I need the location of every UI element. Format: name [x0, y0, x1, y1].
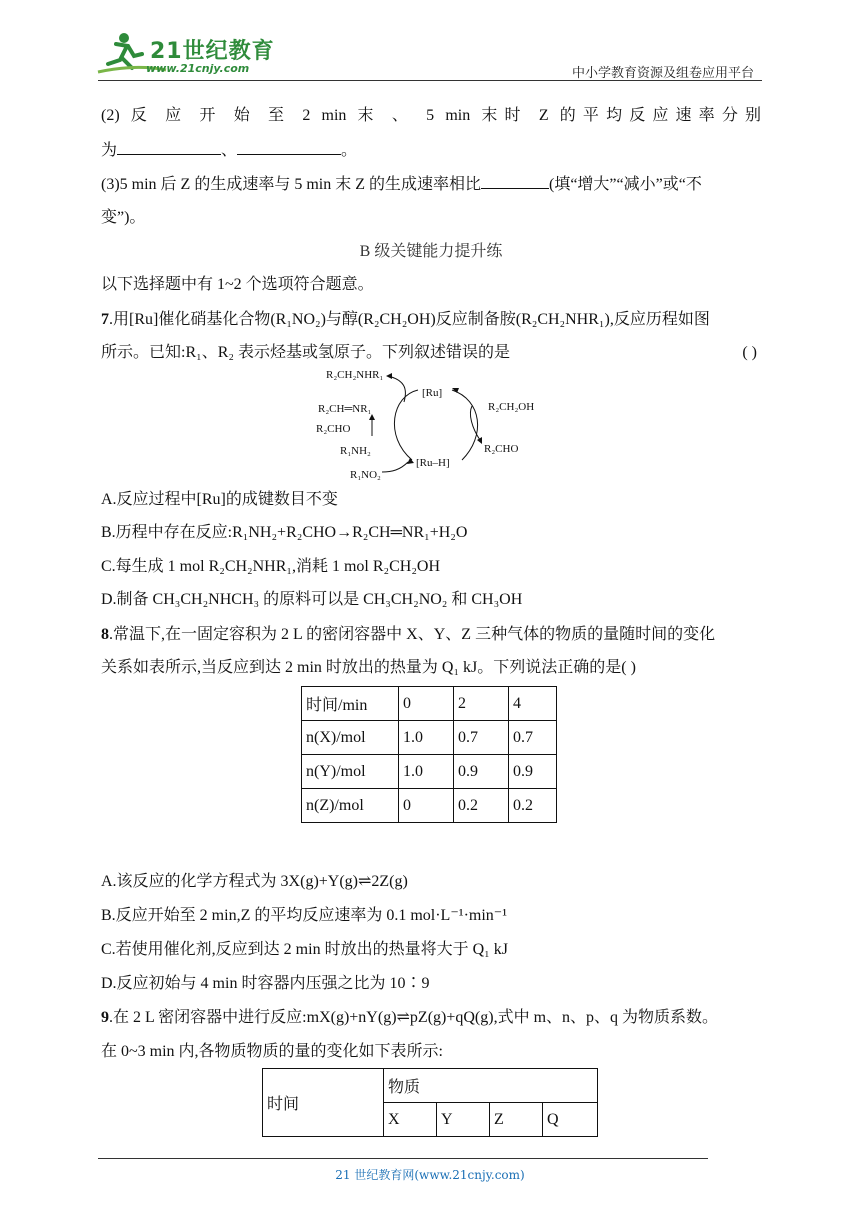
footer-text[interactable]: 21 世纪教育网(www.21cnjy.com)	[335, 1168, 525, 1182]
section-note: 以下选择题中有 1~2 个选项符合题意。	[101, 276, 374, 293]
q9-stem-line2: 在 0~3 min 内,各物质物质的量的变化如下表所示:	[101, 1043, 443, 1060]
table-cell: 1.0	[399, 721, 454, 755]
table-cell: 0	[399, 789, 454, 823]
table-cell: 2	[454, 687, 509, 721]
q7-stem-line2	[101, 343, 761, 363]
q7-option-b: B.历程中存在反应:R₁NH₂+R₂CHO→R₂CH═NR₁+H₂O	[101, 524, 468, 541]
q6-part3-line2: 变”)。	[101, 209, 146, 226]
q7-option-a: A.反应过程中[Ru]的成键数目不变	[101, 491, 338, 508]
q9-stem-text1: .在 2 L 密闭容器中进行反应:mX(g)+nY(g)⇌pZ(g)+qQ(g),式中 m、n、p、q 为物质系数。	[109, 1009, 719, 1026]
diagram-aldehyde-right: R₂CHO	[484, 443, 519, 455]
table-row	[302, 789, 557, 823]
q7-option-d: D.制备 CH₃CH₂NHCH₃ 的原料可以是 CH₃CH₂NO₂ 和 CH₃OH	[101, 591, 523, 608]
table-cell: 0.7	[509, 721, 557, 755]
table-cell: 0.9	[509, 755, 557, 789]
diagram-imine: R₂CH═NR₁	[318, 403, 372, 415]
q9-stem-line1	[101, 1008, 771, 1028]
table-cell: 时间/min	[302, 687, 399, 721]
header-tagline: 中小学教育资源及组卷应用平台	[571, 66, 754, 81]
table-cell: 0.7	[454, 721, 509, 755]
diagram-ru: [Ru]	[422, 387, 443, 399]
q6-part3-prefix: (3)5 min 后 Z 的生成速率与 5 min 末 Z 的生成速率相比	[101, 176, 481, 193]
arrowhead	[407, 458, 414, 464]
q9-data-table	[262, 1068, 598, 1137]
q7-number: 7	[101, 311, 109, 328]
q6-part2-prefix: 为	[101, 142, 118, 159]
diagram-ru-h: [Ru–H]	[416, 457, 450, 469]
header-divider	[98, 80, 762, 81]
table-row	[302, 687, 557, 721]
brand-url: www.21cnjy.com	[146, 62, 250, 75]
cycle-right-arc	[452, 390, 478, 460]
table-cell: 0.2	[509, 789, 557, 823]
q8-stem-line1	[101, 625, 761, 645]
nitro-reduction-arrow	[382, 462, 408, 472]
q8-option-a: A.该反应的化学方程式为 3X(g)+Y(g)⇌2Z(g)	[101, 873, 408, 890]
q8-option-d: D.反应初始与 4 min 时容器内压强之比为 10∶9	[101, 975, 430, 992]
table-header-substance: 物质	[384, 1069, 598, 1103]
q8-stem-line2: 关系如表所示,当反应到达 2 min 时放出的热量为 Q₁ kJ。下列说法正确的是( )	[101, 659, 636, 676]
answer-blank-3[interactable]	[481, 174, 549, 189]
q6-part3-line1	[101, 174, 761, 195]
q7-answer-paren: ( )	[742, 344, 757, 361]
q8-data-table	[301, 686, 557, 823]
table-cell: n(Z)/mol	[302, 789, 399, 823]
footer-divider	[98, 1158, 708, 1159]
cycle-left-arc	[394, 390, 418, 460]
q7-stem-text1: .用[Ru]催化硝基化合物(R₁NO₂)与醇(R₂CH₂OH)反应制备胺(R₂CH₂NHR₁),反应历程如图	[109, 311, 710, 328]
q9-number: 9	[101, 1009, 109, 1026]
table-cell: n(Y)/mol	[302, 755, 399, 789]
product-release-arrow	[388, 376, 405, 402]
q7-option-c: C.每生成 1 mol R₂CH₂NHR₁,消耗 1 mol R₂CH₂OH	[101, 558, 441, 575]
table-cell: Q	[543, 1103, 598, 1137]
q6-part2-line1: (2) 反 应 开 始 至 2 min 末 、 5 min 末时 Z 的平均反应速率分别	[101, 107, 761, 124]
section-title: B 级关键能力提升练	[359, 243, 503, 260]
table-cell: 0.2	[454, 789, 509, 823]
table-cell: n(X)/mol	[302, 721, 399, 755]
diagram-amine: R₁NH₂	[340, 445, 371, 457]
table-cell: 4	[509, 687, 557, 721]
q6-part2-suffix: 。	[341, 142, 358, 159]
q8-stem-text1: .常温下,在一固定容积为 2 L 的密闭容器中 X、Y、Z 三种气体的物质的量随时间的变化	[109, 626, 716, 643]
q8-number: 8	[101, 626, 109, 643]
diagram-alcohol: R₂CH₂OH	[488, 401, 535, 413]
arrowhead	[386, 373, 392, 379]
q6-part2-line2	[101, 140, 761, 161]
q6-part2-sep: 、	[221, 142, 238, 159]
table-cell: Y	[437, 1103, 490, 1137]
answer-blank-2[interactable]	[237, 140, 341, 155]
diagram-top-product: R₂CH₂NHR₁	[326, 369, 384, 381]
table-row	[302, 721, 557, 755]
diagram-nitro: R₁NO₂	[350, 469, 381, 481]
table-header-time: 时间	[263, 1069, 384, 1137]
q8-option-b: B.反应开始至 2 min,Z 的平均反应速率为 0.1 mol·L⁻¹·min⁻¹	[101, 907, 508, 924]
arrowhead	[477, 437, 482, 444]
table-cell: 0	[399, 687, 454, 721]
table-cell: Z	[490, 1103, 543, 1137]
diagram-aldehyde-left: R₂CHO	[316, 423, 351, 435]
table-cell: 1.0	[399, 755, 454, 789]
table-row	[302, 755, 557, 789]
q7-reaction-cycle-diagram	[312, 366, 562, 484]
answer-blank-1[interactable]	[117, 140, 221, 155]
q8-option-c: C.若使用催化剂,反应到达 2 min 时放出的热量将大于 Q₁ kJ	[101, 941, 508, 958]
q7-stem-line1	[101, 310, 761, 330]
table-row	[263, 1069, 598, 1103]
q7-stem-text2: 所示。已知:R₁、R₂ 表示烃基或氢原子。下列叙述错误的是	[101, 344, 510, 361]
table-cell: X	[384, 1103, 437, 1137]
brand-name: 21世纪教育	[150, 39, 275, 64]
q6-part3-suffix: (填“增大”“减小”或“不	[549, 176, 702, 193]
table-cell: 0.9	[454, 755, 509, 789]
